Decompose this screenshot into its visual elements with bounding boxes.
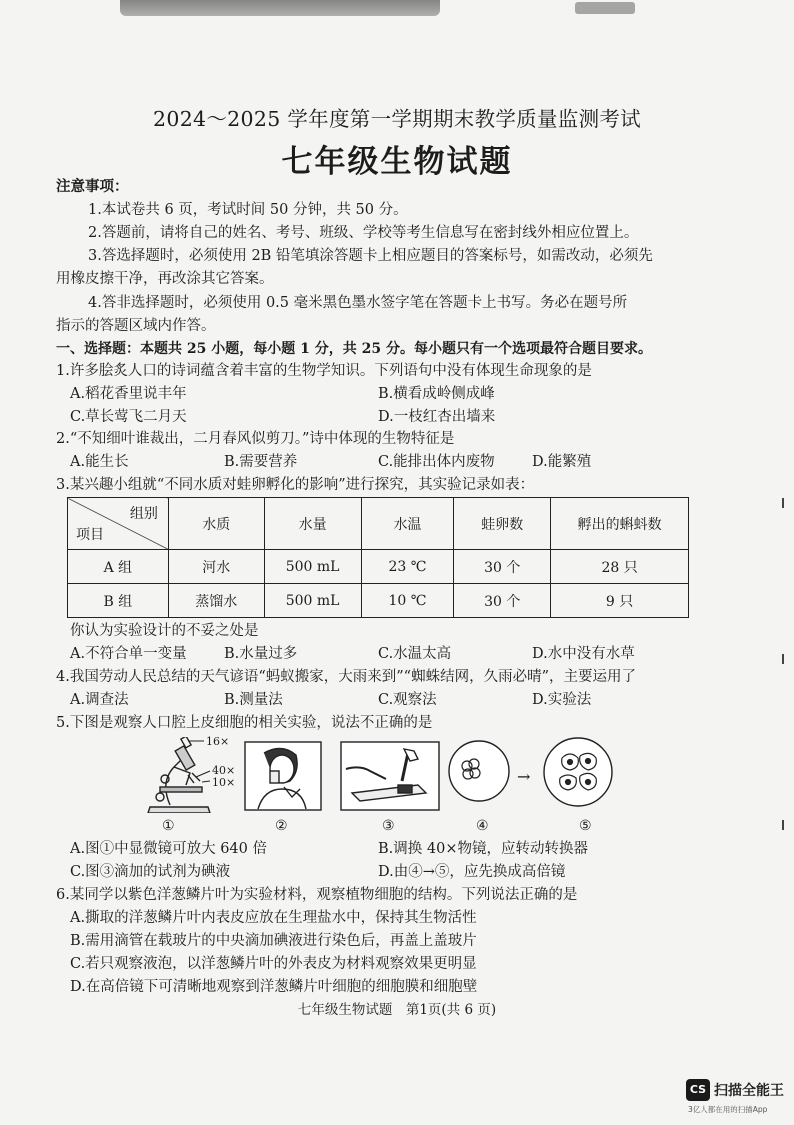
notice-heading: 注意事项： [56,178,129,195]
q2-stem: 2.“不知细叶谁裁出，二月春风似剪刀。”诗中体现的生物特征是 [56,431,455,447]
table-cell: A 组 [68,550,169,584]
q5-option-b: B.调换 40×物镜，应转动转换器 [378,841,588,857]
figure-number: ③ [382,818,395,834]
figure-number: ⑤ [579,818,592,834]
table-row [68,584,689,618]
q4-option-b: B.测量法 [224,692,283,708]
table-cell: 蒸馏水 [168,584,264,618]
q4-option-a: A.调查法 [70,692,129,708]
arrow-icon: → [517,767,531,786]
q5-option-d: D.由④→⑤，应先换成高倍镜 [378,864,566,880]
table-cell: 23 ℃ [361,550,454,584]
q3-stem: 3.某兴趣小组就“不同水质对蛙卵孵化的影响”进行探究，其实验记录如表： [56,477,535,493]
table-cell: 30 个 [454,584,551,618]
q3-option-b: B.水量过多 [224,646,298,662]
q5-option-a: A.图①中显微镜可放大 640 倍 [70,841,267,857]
table-cell: 河水 [168,550,264,584]
table-header-cell: 水质 [168,498,264,550]
table-row [68,550,689,584]
experiment-table [67,497,689,618]
objective-low-label: 10× [212,776,236,789]
binding-mark [782,498,784,508]
camscanner-tagline: 3亿人都在用的扫描App [688,1105,768,1114]
binding-mark [782,654,784,664]
q1-option-c: C.草长莺飞二月天 [70,409,187,425]
q1-option-d: D.一枝红杏出墙来 [378,409,496,425]
q1-option-b: B.横看成岭侧成峰 [378,386,495,402]
q3-option-a: A.不符合单一变量 [70,646,187,662]
q4-stem: 4.我国劳动人民总结的天气谚语“蚂蚁搬家，大雨来到”“蜘蛛结网，久雨必晴”，主要运用了 [56,669,636,685]
notice-item: 3.答选择题时，必须使用 2B 铅笔填涂答题卡上相应题目的答案标号，如需改动，必须先 [88,248,653,264]
table-header-cell: 孵出的蝌蚪数 [551,498,689,550]
q6-option-d: D.在高倍镜下可清晰地观察到洋葱鳞片叶细胞的细胞膜和细胞壁 [70,979,478,995]
q2-option-a: A.能生长 [70,454,129,470]
q5-stem: 5.下图是观察人口腔上皮细胞的相关实验，说法不正确的是 [56,715,433,731]
figure-number: ④ [476,818,489,834]
table-header-row [68,498,689,550]
q2-option-c: C.能排出体内废物 [378,454,495,470]
cells-high-power-figure [540,736,616,808]
cells-low-power-figure [447,736,511,806]
q4-option-d: D.实验法 [532,692,592,708]
table-cell: 500 mL [264,584,361,618]
table-cell: 500 mL [264,550,361,584]
exam-title: 2024～2025 学年度第一学期期末教学质量监测考试 [153,107,641,131]
notice-item-cont: 用橡皮擦干净，再改涂其它答案。 [56,271,274,287]
camscanner-logo-icon: CS [686,1079,710,1101]
table-cell: 30 个 [454,550,551,584]
table-cell: B 组 [68,584,169,618]
scan-header-artifact-right [575,2,635,14]
q4-option-c: C.观察法 [378,692,437,708]
eyepiece-label: 16× [206,735,230,748]
q6-option-a: A.撕取的洋葱鳞片叶内表皮应放在生理盐水中，保持其生物活性 [70,910,477,926]
table-header-cell: 蛙卵数 [454,498,551,550]
q6-stem: 6.某同学以紫色洋葱鳞片叶为实验材料，观察植物细胞的结构。下列说法正确的是 [56,887,578,903]
q1-stem: 1.许多脍炙人口的诗词蕴含着丰富的生物学知识。下列语句中没有体现生命现象的是 [56,363,592,379]
table-header-cell: 水温 [361,498,454,550]
rinse-mouth-figure [244,741,322,811]
q6-option-b: B.需用滴管在载玻片的中央滴加碘液进行染色后，再盖上盖玻片 [70,933,477,949]
q2-option-b: B.需要营养 [224,454,298,470]
q3-option-d: D.水中没有水草 [532,646,635,662]
notice-item: 2.答题前，请将自己的姓名、考号、班级、学校等考生信息写在密封线外相应位置上。 [88,225,639,241]
table-cell: 28 只 [551,550,689,584]
binding-mark [782,820,784,830]
q1-option-a: A.稻花香里说丰年 [70,386,187,402]
notice-item-cont: 指示的答题区域内作答。 [56,318,216,334]
q6-option-c: C.若只观察液泡，以洋葱鳞片叶的外表皮为材料观察效果更明显 [70,956,477,972]
camscanner-name: 扫描全能王 [714,1083,784,1099]
slide-staining-figure [340,741,440,811]
q3-followup: 你认为实验设计的不妥之处是 [70,623,259,639]
table-header-cell: 水量 [264,498,361,550]
table-cell: 9 只 [551,584,689,618]
subject-title: 七年级生物试题 [281,144,513,180]
q5-option-c: C.图③滴加的试剂为碘液 [70,864,231,880]
section-heading: 一、选择题：本题共 25 小题，每小题 1 分，共 25 分。每小题只有一个选项最符合题目要求。 [56,341,652,357]
objective-high-label: 40× [212,764,236,777]
corner-label-item: 项目 [76,527,104,543]
table-cell: 10 ℃ [361,584,454,618]
page-footer: 七年级生物试题 第1页(共 6 页) [297,1002,497,1018]
q2-option-d: D.能繁殖 [532,454,592,470]
notice-item: 4.答非选择题时，必须使用 0.5 毫米黑色墨水签字笔在答题卡上书写。务必在题号所 [88,295,628,311]
table-corner-cell [68,498,169,550]
figure-number: ② [275,818,288,834]
q3-option-c: C.水温太高 [378,646,452,662]
scan-header-artifact [120,0,440,16]
figure-number: ① [162,818,175,834]
corner-label-group: 组别 [129,506,158,522]
notice-item: 1.本试卷共 6 页，考试时间 50 分钟，共 50 分。 [88,202,408,218]
